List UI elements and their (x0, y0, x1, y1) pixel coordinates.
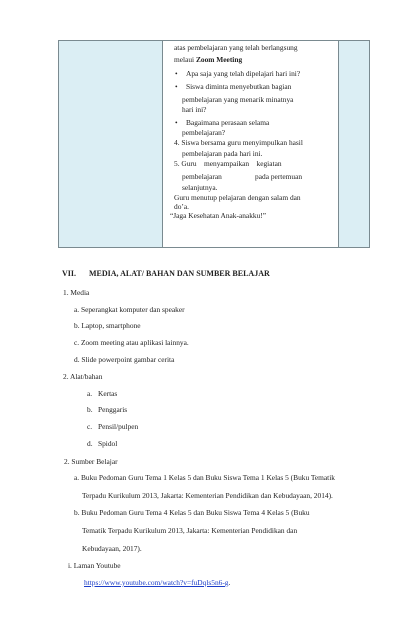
table-border-bottom (58, 247, 370, 248)
table-text-line (182, 96, 293, 103)
table-line-text: pembelajaran pada hari ini. (182, 149, 263, 158)
alat-item-label: b. (87, 405, 93, 414)
table-line-text: Apa saja yang telah dipelajari hari ini? (186, 69, 301, 78)
youtube-link[interactable]: https://www.youtube.com/watch?v=fuDqls5n6-g (84, 578, 229, 587)
table-border-left (58, 40, 59, 248)
table-border-mid1 (162, 40, 163, 248)
media-item: b. Laptop, smartphone (74, 321, 141, 330)
table-text-line (182, 150, 262, 157)
table-line-text: pembelajaran yang menarik minatnya (182, 95, 294, 104)
table-line-text: Guru menutup pelajaran dengan salam dan (174, 193, 301, 202)
table-text-line (175, 82, 292, 91)
table-line-text: “Jaga Kesehatan Anak-anakku!” (170, 211, 267, 220)
bullet-icon: • (175, 118, 178, 127)
table-border-top (58, 40, 370, 41)
table-line-text: melaui (174, 55, 196, 64)
table-line-text: selanjutnya. (182, 183, 218, 192)
media-item: d. Slide powerpoint gambar cerita (74, 355, 175, 364)
table-line-text: Siswa diminta menyebutkan bagian (186, 82, 292, 91)
youtube-heading: i. Laman Youtube (68, 561, 121, 570)
table-text-line (174, 160, 282, 167)
table-line-text: Siswa bersama guru menyimpulkan hasil (181, 138, 303, 147)
bullet-icon: • (175, 82, 178, 91)
list-number: 4. (174, 138, 182, 147)
alat-item-text: Spidol (98, 439, 118, 448)
alat-item-label: d. (87, 439, 93, 448)
sumber-item-a-line1: a. Buku Pedoman Guru Tema 1 Kelas 5 dan Buku Siswa Tema 1 Kelas 5 (Buku Tematik (74, 473, 335, 482)
alat-heading: 2. Alat/bahan (63, 372, 103, 381)
sumber-item-a-line2: Terpadu Kurikulum 2013, Jakarta: Kementerian Pendidikan dan Kebudayaan, 2014). (82, 491, 333, 500)
table-right-cell (338, 40, 369, 247)
table-line-text: atas pembelajaran yang telah berlangsung (174, 43, 298, 52)
table-text-line (174, 56, 242, 63)
table-line-text: pembelajaran? (182, 128, 226, 137)
sumber-item-b-line3: Kebudayaan, 2017). (82, 544, 142, 553)
section-number: VII. (62, 269, 77, 278)
alat-item-text: Penggaris (98, 405, 128, 414)
table-text-line (182, 106, 206, 113)
alat-item-label: a. (87, 389, 93, 398)
sumber-heading: 2. Sumber Belajar (64, 457, 118, 466)
table-text-line (182, 184, 218, 191)
table-text-line (175, 69, 301, 78)
table-line-text: Bagaimana perasaan selama (186, 118, 270, 127)
table-line-bold-text: Zoom Meeting (195, 55, 243, 64)
table-text-line (182, 173, 302, 180)
table-text-line (174, 44, 298, 51)
table-border-right (369, 40, 370, 248)
alat-item-text: Kertas (98, 389, 118, 398)
section-title: MEDIA, ALAT/ BAHAN DAN SUMBER BELAJAR (89, 269, 270, 278)
table-line-text: Guru menyampaikan kegiatan (181, 159, 282, 168)
table-text-line (174, 194, 301, 201)
media-item: c. Zoom meeting atau aplikasi lainnya. (74, 338, 189, 347)
youtube-link-period: . (228, 578, 231, 587)
table-text-line (174, 139, 303, 146)
media-item: a. Seperangkat komputer dan speaker (74, 305, 185, 314)
table-text-line (170, 212, 266, 219)
alat-item-label: c. (87, 422, 93, 431)
table-text-line (174, 203, 189, 210)
sumber-item-b-line2: Tematik Terpadu Kurikulum 2013, Jakarta: Kementerian Pendidikan dan (82, 526, 298, 535)
sumber-item-b-line1: b. Buku Pedoman Guru Tema 4 Kelas 5 dan Buku Siswa Tema 4 Kelas 5 (Buku (74, 508, 310, 517)
table-line-text: hari ini? (182, 105, 207, 114)
table-left-cell (59, 40, 162, 247)
alat-item-text: Pensil/pulpen (98, 422, 139, 431)
table-text-line (175, 118, 270, 127)
youtube-link-line (84, 579, 230, 586)
table-line-text: pembelajaran pada pertemuan (182, 172, 303, 181)
bullet-icon: • (175, 69, 178, 78)
list-number: 5. (174, 159, 182, 168)
table-text-line (182, 129, 225, 136)
media-heading: 1. Media (63, 288, 90, 297)
table-border-mid2 (338, 40, 339, 248)
table-line-text: do’a. (174, 202, 189, 211)
